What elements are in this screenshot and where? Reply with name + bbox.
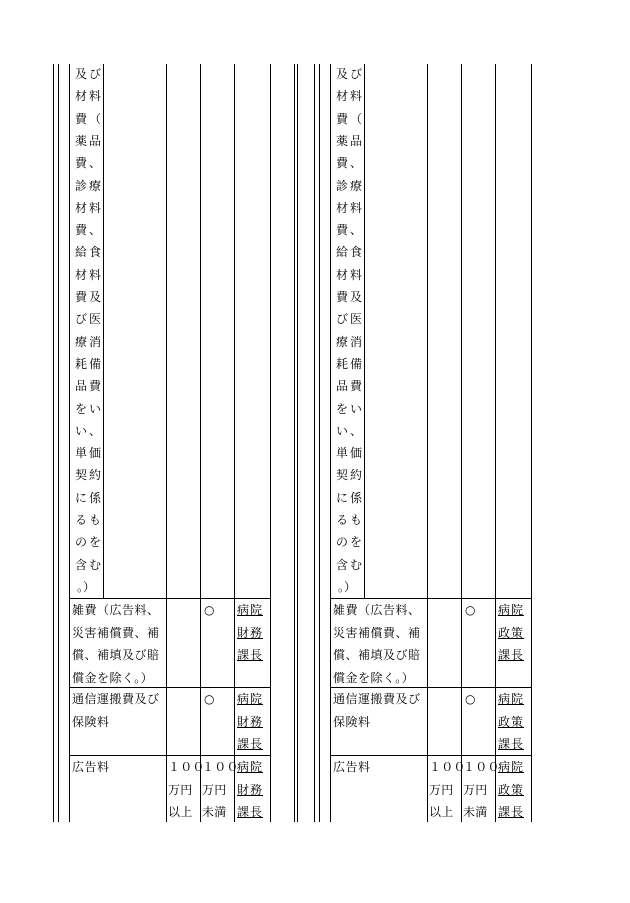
table-border-vertical <box>234 64 235 822</box>
department-name: 財務 <box>237 625 264 640</box>
vertical-text-char: 費 <box>74 223 87 238</box>
vertical-text-char: 消 <box>349 334 362 349</box>
department-name: 病院 <box>237 760 264 774</box>
vertical-text-char: 備 <box>88 356 101 371</box>
vertical-text-char: る <box>74 513 87 527</box>
vertical-text-char: い <box>88 401 101 416</box>
vertical-text-char: 療 <box>335 334 348 349</box>
vertical-text-char: 給 <box>74 245 87 260</box>
department-name: 課長 <box>498 737 525 752</box>
vertical-text-char: 価 <box>88 446 101 461</box>
vertical-text-char: 材 <box>335 200 348 215</box>
vertical-text-char: （ <box>88 111 101 126</box>
vertical-text-char: い <box>349 401 362 416</box>
vertical-text-char: に <box>335 490 348 505</box>
vertical-text-char: （ <box>349 111 362 126</box>
approval-mark: ○ <box>465 603 476 617</box>
vertical-text-char: 、 <box>88 223 101 238</box>
amount-threshold: １００ <box>202 760 239 774</box>
table-border-vertical <box>294 64 295 822</box>
vertical-text-char: も <box>88 513 101 527</box>
vertical-text-char: の <box>335 535 348 550</box>
category-text: 災害補償費、補 <box>333 625 421 640</box>
vertical-text-char: を <box>349 535 362 550</box>
vertical-text-char: む <box>88 557 101 572</box>
category-text: 保険料 <box>72 714 110 729</box>
vertical-text-char: 費 <box>349 379 362 394</box>
vertical-text-char: び <box>88 67 101 81</box>
vertical-text-char: 及 <box>88 290 101 304</box>
vertical-text-char: 料 <box>88 200 101 215</box>
table-border-vertical <box>427 64 428 822</box>
vertical-text-char: 品 <box>349 133 362 148</box>
vertical-text-char: 費 <box>335 290 348 304</box>
vertical-text-char: 材 <box>74 267 87 282</box>
category-text: 広告料 <box>72 760 110 774</box>
vertical-text-char: 契 <box>335 468 348 483</box>
vertical-text-char: 食 <box>349 245 362 260</box>
vertical-text-char: 。） <box>76 579 95 594</box>
category-text: 償、補填及び賠 <box>333 648 421 663</box>
table-border-vertical <box>495 64 496 822</box>
table-border-vertical <box>58 64 59 822</box>
vertical-text-char: 単 <box>74 446 87 461</box>
table-border-vertical <box>319 64 320 822</box>
vertical-text-char: を <box>88 535 101 550</box>
vertical-text-char: 、 <box>88 423 101 438</box>
amount-threshold: 万円 <box>463 782 488 797</box>
table-border-vertical <box>69 64 70 822</box>
vertical-text-char: び <box>335 312 348 327</box>
vertical-text-char: 医 <box>88 312 101 327</box>
vertical-text-char: 、 <box>88 156 101 171</box>
vertical-text-char: む <box>349 557 362 572</box>
vertical-text-char: 医 <box>349 312 362 327</box>
vertical-text-char: る <box>335 513 348 527</box>
category-text: 雑費（広告料、 <box>333 603 421 617</box>
vertical-text-char: 費 <box>74 156 87 171</box>
table-border-vertical <box>461 64 462 822</box>
category-text: 償金を除く。） <box>333 671 415 686</box>
vertical-text-char: 料 <box>349 200 362 215</box>
vertical-text-char: 診 <box>74 178 87 193</box>
amount-threshold: 万円 <box>168 782 193 797</box>
vertical-text-char: 備 <box>349 356 362 371</box>
amount-threshold: １００ <box>168 760 205 774</box>
vertical-text-char: 材 <box>74 89 87 104</box>
vertical-text-char: に <box>74 490 87 505</box>
vertical-text-char: 、 <box>349 423 362 438</box>
category-text: 通信運搬費及び <box>72 692 160 706</box>
table-border-vertical <box>330 64 331 822</box>
department-name: 病院 <box>498 603 525 617</box>
vertical-text-char: 耗 <box>335 356 348 371</box>
department-name: 病院 <box>237 603 264 617</box>
amount-threshold: 未満 <box>463 805 488 820</box>
vertical-text-char: 料 <box>349 267 362 282</box>
department-name: 政策 <box>498 782 525 797</box>
department-name: 政策 <box>498 625 525 640</box>
category-text: 保険料 <box>333 714 371 729</box>
table-border-vertical <box>53 64 54 822</box>
vertical-text-char: の <box>74 535 87 550</box>
vertical-text-char: 約 <box>88 468 101 483</box>
vertical-text-char: 係 <box>88 490 101 505</box>
department-name: 課長 <box>237 648 264 663</box>
category-text: 雑費（広告料、 <box>72 603 160 617</box>
department-name: 病院 <box>237 692 264 706</box>
vertical-text-char: 契 <box>74 468 87 483</box>
amount-threshold: 未満 <box>202 805 227 820</box>
amount-threshold: 万円 <box>202 782 227 797</box>
vertical-text-char: い <box>335 423 348 438</box>
category-text: 通信運搬費及び <box>333 692 421 706</box>
vertical-text-char: 費 <box>88 379 101 394</box>
department-name: 病院 <box>498 692 525 706</box>
vertical-text-char: 材 <box>335 89 348 104</box>
vertical-text-char: 、 <box>349 156 362 171</box>
table-border-vertical <box>166 64 167 822</box>
vertical-text-char: 療 <box>349 178 362 193</box>
vertical-text-char: 診 <box>335 178 348 193</box>
category-text: 災害補償費、補 <box>72 625 160 640</box>
table-border-vertical <box>297 64 298 822</box>
table-border-vertical <box>103 64 104 598</box>
amount-threshold: １００ <box>463 760 500 774</box>
vertical-text-char: 費 <box>335 223 348 238</box>
vertical-text-char: 給 <box>335 245 348 260</box>
category-text: 広告料 <box>333 760 371 774</box>
vertical-text-char: 耗 <box>74 356 87 371</box>
vertical-text-char: 及 <box>349 290 362 304</box>
vertical-text-char: 料 <box>88 89 101 104</box>
vertical-text-char: い <box>74 423 87 438</box>
vertical-text-char: 品 <box>74 379 87 394</box>
department-name: 課長 <box>498 648 525 663</box>
vertical-text-char: 、 <box>349 223 362 238</box>
table-border-vertical <box>314 64 315 822</box>
amount-threshold: 万円 <box>429 782 454 797</box>
department-name: 政策 <box>498 714 525 729</box>
vertical-text-char: 料 <box>349 89 362 104</box>
vertical-text-char: 費 <box>335 111 348 126</box>
department-name: 病院 <box>498 760 525 774</box>
vertical-text-char: も <box>349 513 362 527</box>
vertical-text-char: 費 <box>74 290 87 304</box>
vertical-text-char: 材 <box>74 200 87 215</box>
approval-mark: ○ <box>204 603 215 617</box>
vertical-text-char: 単 <box>335 446 348 461</box>
department-name: 財務 <box>237 782 264 797</box>
vertical-text-char: を <box>335 401 348 416</box>
vertical-text-char: 価 <box>349 446 362 461</box>
vertical-text-char: 係 <box>349 490 362 505</box>
vertical-text-char: 消 <box>88 334 101 349</box>
vertical-text-char: 及 <box>335 67 348 81</box>
vertical-text-char: 及 <box>74 67 87 81</box>
vertical-text-char: び <box>74 312 87 327</box>
department-name: 財務 <box>237 714 264 729</box>
approval-mark: ○ <box>465 692 476 706</box>
vertical-text-char: び <box>349 67 362 81</box>
amount-threshold: 以上 <box>429 805 454 820</box>
vertical-text-char: 料 <box>88 267 101 282</box>
vertical-text-char: 薬 <box>335 133 348 148</box>
vertical-text-char: 材 <box>335 267 348 282</box>
table-border-vertical <box>270 64 271 822</box>
vertical-text-char: 薬 <box>74 133 87 148</box>
vertical-text-char: 費 <box>335 156 348 171</box>
approval-mark: ○ <box>204 692 215 706</box>
department-name: 課長 <box>498 805 525 820</box>
vertical-text-char: 療 <box>88 178 101 193</box>
vertical-text-char: 含 <box>335 557 348 572</box>
vertical-text-char: 費 <box>74 111 87 126</box>
department-name: 課長 <box>237 805 264 820</box>
category-text: 償金を除く。） <box>72 671 154 686</box>
vertical-text-char: 約 <box>349 468 362 483</box>
vertical-text-char: を <box>74 401 87 416</box>
vertical-text-char: 品 <box>88 133 101 148</box>
vertical-text-char: 食 <box>88 245 101 260</box>
amount-threshold: 以上 <box>168 805 193 820</box>
table-border-vertical <box>200 64 201 822</box>
vertical-text-char: 品 <box>335 379 348 394</box>
table-border-vertical <box>531 64 532 822</box>
vertical-text-char: 。） <box>337 579 356 594</box>
vertical-text-char: 療 <box>74 334 87 349</box>
department-name: 課長 <box>237 737 264 752</box>
table-border-vertical <box>364 64 365 598</box>
vertical-text-char: 含 <box>74 557 87 572</box>
amount-threshold: １００ <box>429 760 466 774</box>
category-text: 償、補填及び賠 <box>72 648 160 663</box>
